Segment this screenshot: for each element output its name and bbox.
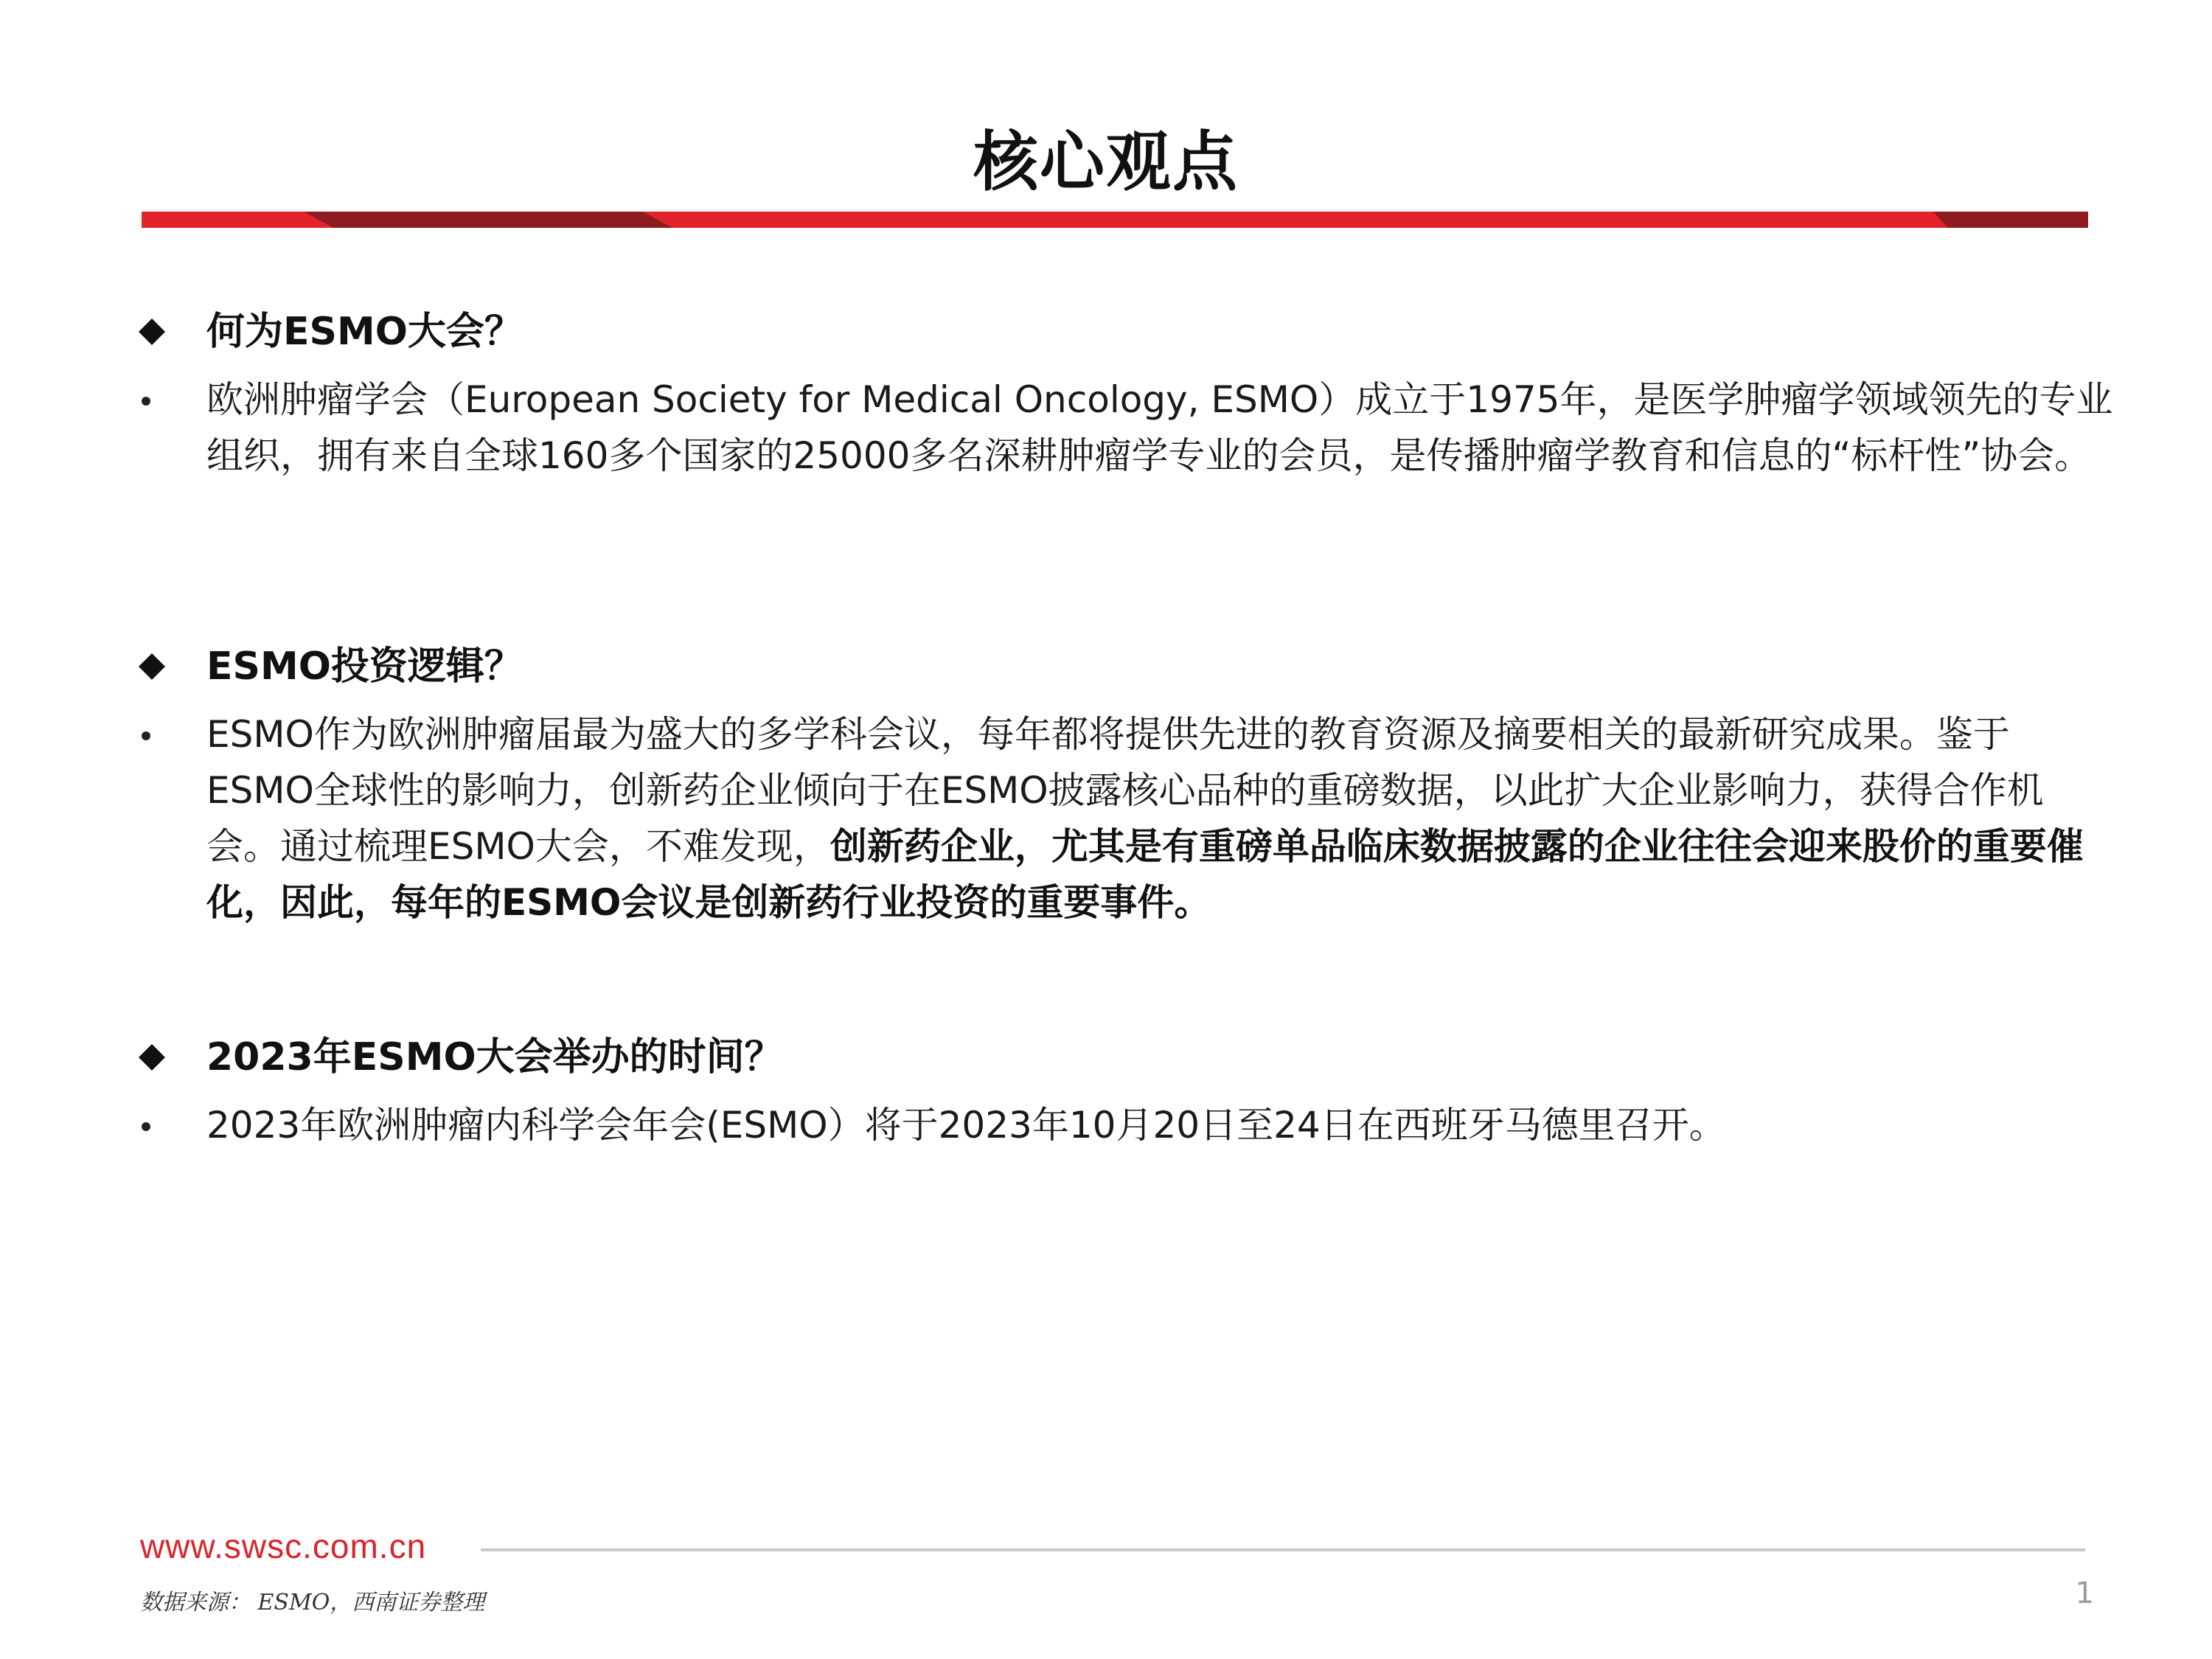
section-esmo-2023-date — [139, 1028, 2115, 1153]
bullet-dot-icon — [142, 731, 150, 740]
bullet-text: 2023年欧洲肿瘤内科学会年会(ESMO）将于2023年10月20日至24日在西班牙马德里召开。 — [206, 1104, 1726, 1147]
bullet-text: 欧洲肿瘤学会（European Society for Medical Oncology, ESMO）成立于1975年，是医学肿瘤学领域领先的专业组织，拥有来自全球160多个国家的25000多名深耕肿瘤学专业的会员，是传播肿瘤学教育和信息的“标杆性”协会。 — [206, 378, 2113, 477]
bullet-item — [139, 706, 2115, 931]
section-what-is-esmo — [139, 302, 2115, 484]
section-investment-logic — [139, 637, 2115, 931]
diamond-icon — [139, 319, 165, 345]
bullet-text — [206, 706, 2115, 931]
bullet-item — [139, 372, 2115, 484]
bullet-item — [139, 1097, 2115, 1153]
header-accent-bar — [142, 212, 2088, 228]
section-heading — [139, 1028, 2115, 1087]
section-heading — [139, 302, 2115, 361]
bullet-dot-icon — [142, 397, 150, 406]
source-note: 数据来源： ESMO，西南证券整理 — [140, 1590, 485, 1615]
footer-divider — [481, 1548, 2085, 1551]
section-heading-text: 何为ESMO大会？ — [206, 310, 523, 354]
bullet-text-plain: ESMO作为欧洲肿瘤届最为盛大的多学科会议，每年都将提供先进的教育资源及摘要相关的最新研究成果。鉴于ESMO全球性的影响力，创新药企业倾向于在ESMO披露核心品种的重磅数据，以此扩大企业影响力，获得合作机会。通过梳理ESMO大会，不难发现， — [206, 713, 2044, 868]
section-heading-text: ESMO投资逻辑？ — [206, 644, 523, 689]
bullet-text-emphasis: 创新药企业，尤其是有重磅单品临床数据披露的企业往往会迎来股价的重要催化，因此，每年的ESMO会议是创新药行业投资的重要事件。 — [206, 825, 2084, 924]
section-heading-text: 2023年ESMO大会举办的时间？ — [206, 1035, 783, 1079]
diamond-icon — [139, 1044, 165, 1071]
section-heading — [139, 637, 2115, 696]
diamond-icon — [139, 653, 165, 680]
page-title: 核心观点 — [973, 124, 1239, 200]
bullet-dot-icon — [142, 1122, 150, 1131]
page-number: 1 — [2075, 1576, 2094, 1610]
footer-website-link[interactable]: www.swsc.com.cn — [140, 1527, 427, 1565]
